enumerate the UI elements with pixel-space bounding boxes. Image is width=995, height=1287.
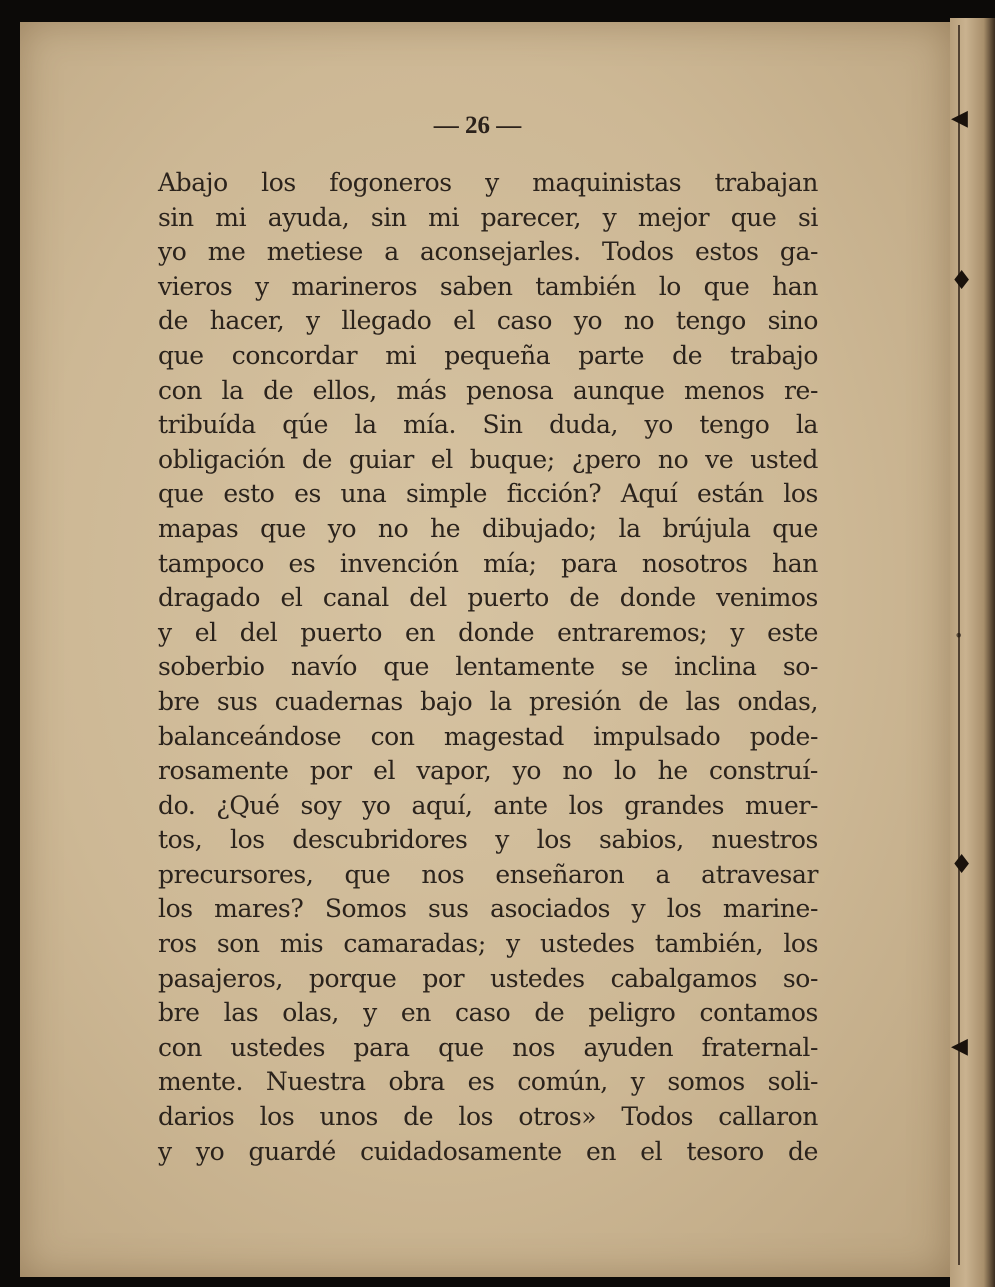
body-text — [158, 166, 818, 1169]
text-line: con ustedes para que nos ayuden fraternal- — [158, 1032, 818, 1062]
text-line: yo me metiese a aconsejarles. Todos estos ga- — [158, 237, 818, 267]
diamond-ornament-icon: ♦ — [950, 266, 974, 296]
text-line: tos, los descubridores y los sabios, nuestros — [158, 825, 818, 855]
text-line: bre las olas, y en caso de peligro contamos — [158, 998, 818, 1028]
text-line: con la de ellos, más penosa aunque menos re- — [158, 375, 818, 405]
text-line: y el del puerto en donde entraremos; y este — [158, 617, 818, 647]
text-line: ros son mis camaradas; y ustedes también, los — [158, 929, 818, 959]
text-line: bre sus cuadernas bajo la presión de las ondas, — [158, 686, 818, 716]
diamond-ornament-icon: ♦ — [950, 850, 974, 880]
text-line: que concordar mi pequeña parte de trabajo — [158, 340, 818, 370]
text-line: balanceándose con magestad impulsado pode- — [158, 721, 818, 751]
text-line: mente. Nuestra obra es común, y somos soli- — [158, 1067, 818, 1097]
text-line: vieros y marineros saben también lo que han — [158, 271, 818, 301]
small-mark-icon: • — [954, 626, 964, 645]
arrow-mark-icon: ◀ — [951, 1034, 968, 1059]
text-line: de hacer, y llegado el caso yo no tengo sino — [158, 306, 818, 336]
binding-line — [958, 25, 960, 1265]
text-line: sin mi ayuda, sin mi parecer, y mejor que si — [158, 202, 818, 232]
text-line: precursores, que nos enseñaron a atravesar — [158, 859, 818, 889]
arrow-mark-icon: ◀ — [951, 106, 968, 131]
text-line: los mares? Somos sus asociados y los marine- — [158, 894, 818, 924]
text-line: y yo guardé cuidadosamente en el tesoro de — [158, 1136, 818, 1166]
text-line: darios los unos de los otros» Todos callaron — [158, 1102, 818, 1132]
text-line: soberbio navío que lentamente se inclina so- — [158, 652, 818, 682]
text-line: tampoco es invención mía; para nosotros han — [158, 548, 818, 578]
text-line: tribuída qúe la mía. Sin duda, yo tengo la — [158, 410, 818, 440]
text-line: dragado el canal del puerto de donde venimos — [158, 583, 818, 613]
text-line: Abajo los fogoneros y maquinistas trabajan — [158, 168, 818, 197]
text-line: obligación de guiar el buque; ¿pero no ve usted — [158, 444, 818, 474]
text-line: pasajeros, porque por ustedes cabalgamos so- — [158, 963, 818, 993]
book-spine — [950, 18, 995, 1287]
text-line: do. ¿Qué soy yo aquí, ante los grandes muer- — [158, 790, 818, 820]
page-number: — 26 — — [433, 112, 522, 139]
text-line: mapas que yo no he dibujado; la brújula que — [158, 513, 818, 543]
text-line: que esto es una simple ficción? Aquí están los — [158, 479, 818, 509]
text-line: rosamente por el vapor, yo no lo he construí- — [158, 756, 818, 786]
